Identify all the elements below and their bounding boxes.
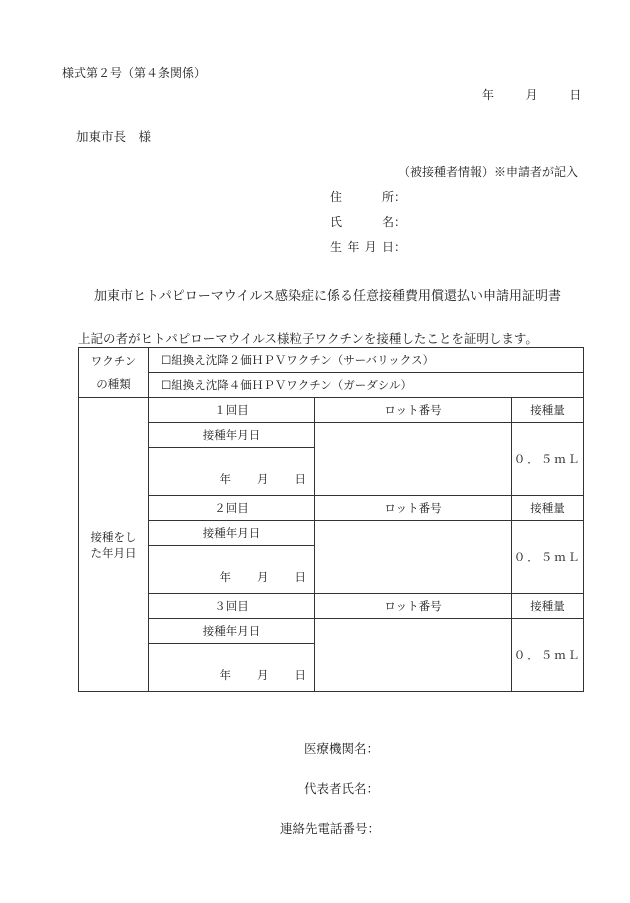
name-field	[330, 213, 406, 230]
dose-3-header-row	[79, 594, 584, 619]
date-month-unit: 月	[525, 88, 538, 102]
dose-2-day-unit: 日	[294, 569, 306, 584]
dose-1-lot-number-field[interactable]	[315, 423, 512, 496]
dose-1-date-field[interactable]	[149, 448, 315, 496]
certification-text: 上記の者がヒトパピローマウイルス様粒子ワクチンを接種したことを証明します。	[78, 331, 538, 346]
representative-name-label: 代表者氏名：	[304, 781, 380, 796]
birthdate-label: 生年月日	[330, 240, 394, 254]
vaccine-option-gardasil[interactable]: ☐組換え沈降４価ＨＰＶワクチン（ガーダシル）	[149, 373, 584, 398]
vaccine-type-row-2	[79, 373, 584, 398]
date-day-unit: 日	[569, 88, 582, 102]
birthdate-colon: ：	[394, 240, 407, 254]
vaccine-type-label-line1: ワクチン	[90, 354, 137, 368]
contact-phone-label: 連絡先電話番号：	[280, 821, 381, 836]
name-label: 氏 名	[330, 215, 394, 229]
recipient-info-title: （被接種者情報）※申請者が記入	[398, 165, 579, 179]
dose-2-month-unit: 月	[257, 569, 269, 584]
name-colon: ：	[394, 215, 407, 229]
dose-3-month-unit: 月	[257, 667, 269, 682]
address-label: 住 所	[330, 190, 394, 204]
dose-1-month-unit: 月	[257, 471, 269, 486]
vaccine-type-label	[79, 348, 149, 398]
dose-1-amount-header: 接種量	[512, 398, 584, 423]
dose-3-date-label: 接種年月日	[149, 619, 315, 644]
form-number: 様式第２号（第４条関係）	[62, 66, 207, 80]
dose-1-date-label-row	[79, 423, 584, 448]
issue-date-line	[482, 86, 581, 103]
dose-2-amount-header: 接種量	[512, 496, 584, 521]
dose-2-date-field[interactable]	[149, 546, 315, 594]
dose-3-year-unit: 年	[219, 667, 231, 682]
dose-3-label: ３回目	[149, 594, 315, 619]
dose-1-amount: ０．５ｍＬ	[512, 423, 584, 496]
vaccine-type-label-line2: の種類	[96, 377, 131, 391]
dose-3-amount: ０．５ｍＬ	[512, 619, 584, 692]
dose-1-label: １回目	[149, 398, 315, 423]
vaccine-type-row-1	[79, 348, 584, 373]
dose-2-header-row	[79, 496, 584, 521]
dose-3-day-unit: 日	[294, 667, 306, 682]
dose-2-date-label: 接種年月日	[149, 521, 315, 546]
date-year-unit: 年	[482, 88, 495, 102]
document-title: 加東市ヒトパピローマウイルス感染症に係る任意接種費用償還払い申請用証明書	[94, 289, 561, 304]
date-section-label-line2: た年月日	[90, 545, 137, 560]
vaccine-option-cervarix[interactable]: ☐組換え沈降２価ＨＰＶワクチン（サーバリックス）	[149, 348, 584, 373]
dose-3-lot-header: ロット番号	[315, 594, 512, 619]
date-section-label	[79, 398, 149, 692]
dose-2-lot-number-field[interactable]	[315, 521, 512, 594]
dose-3-date-field[interactable]	[149, 644, 315, 692]
addressee: 加東市長 様	[76, 129, 152, 144]
address-field	[330, 188, 406, 205]
dose-2-date-label-row	[79, 521, 584, 546]
dose-1-year-unit: 年	[219, 471, 231, 486]
dose-1-header-row	[79, 398, 584, 423]
vaccination-table	[78, 347, 584, 692]
dose-3-date-label-row	[79, 619, 584, 644]
dose-2-label: ２回目	[149, 496, 315, 521]
dose-2-year-unit: 年	[219, 569, 231, 584]
birthdate-field	[330, 238, 406, 255]
institution-name-label: 医療機関名：	[304, 741, 380, 756]
date-section-label-line1: 接種をし	[90, 529, 137, 544]
address-colon: ：	[394, 190, 407, 204]
dose-1-day-unit: 日	[294, 471, 306, 486]
dose-3-lot-number-field[interactable]	[315, 619, 512, 692]
dose-2-amount: ０．５ｍＬ	[512, 521, 584, 594]
dose-2-lot-header: ロット番号	[315, 496, 512, 521]
dose-3-amount-header: 接種量	[512, 594, 584, 619]
dose-1-date-label: 接種年月日	[149, 423, 315, 448]
dose-1-lot-header: ロット番号	[315, 398, 512, 423]
